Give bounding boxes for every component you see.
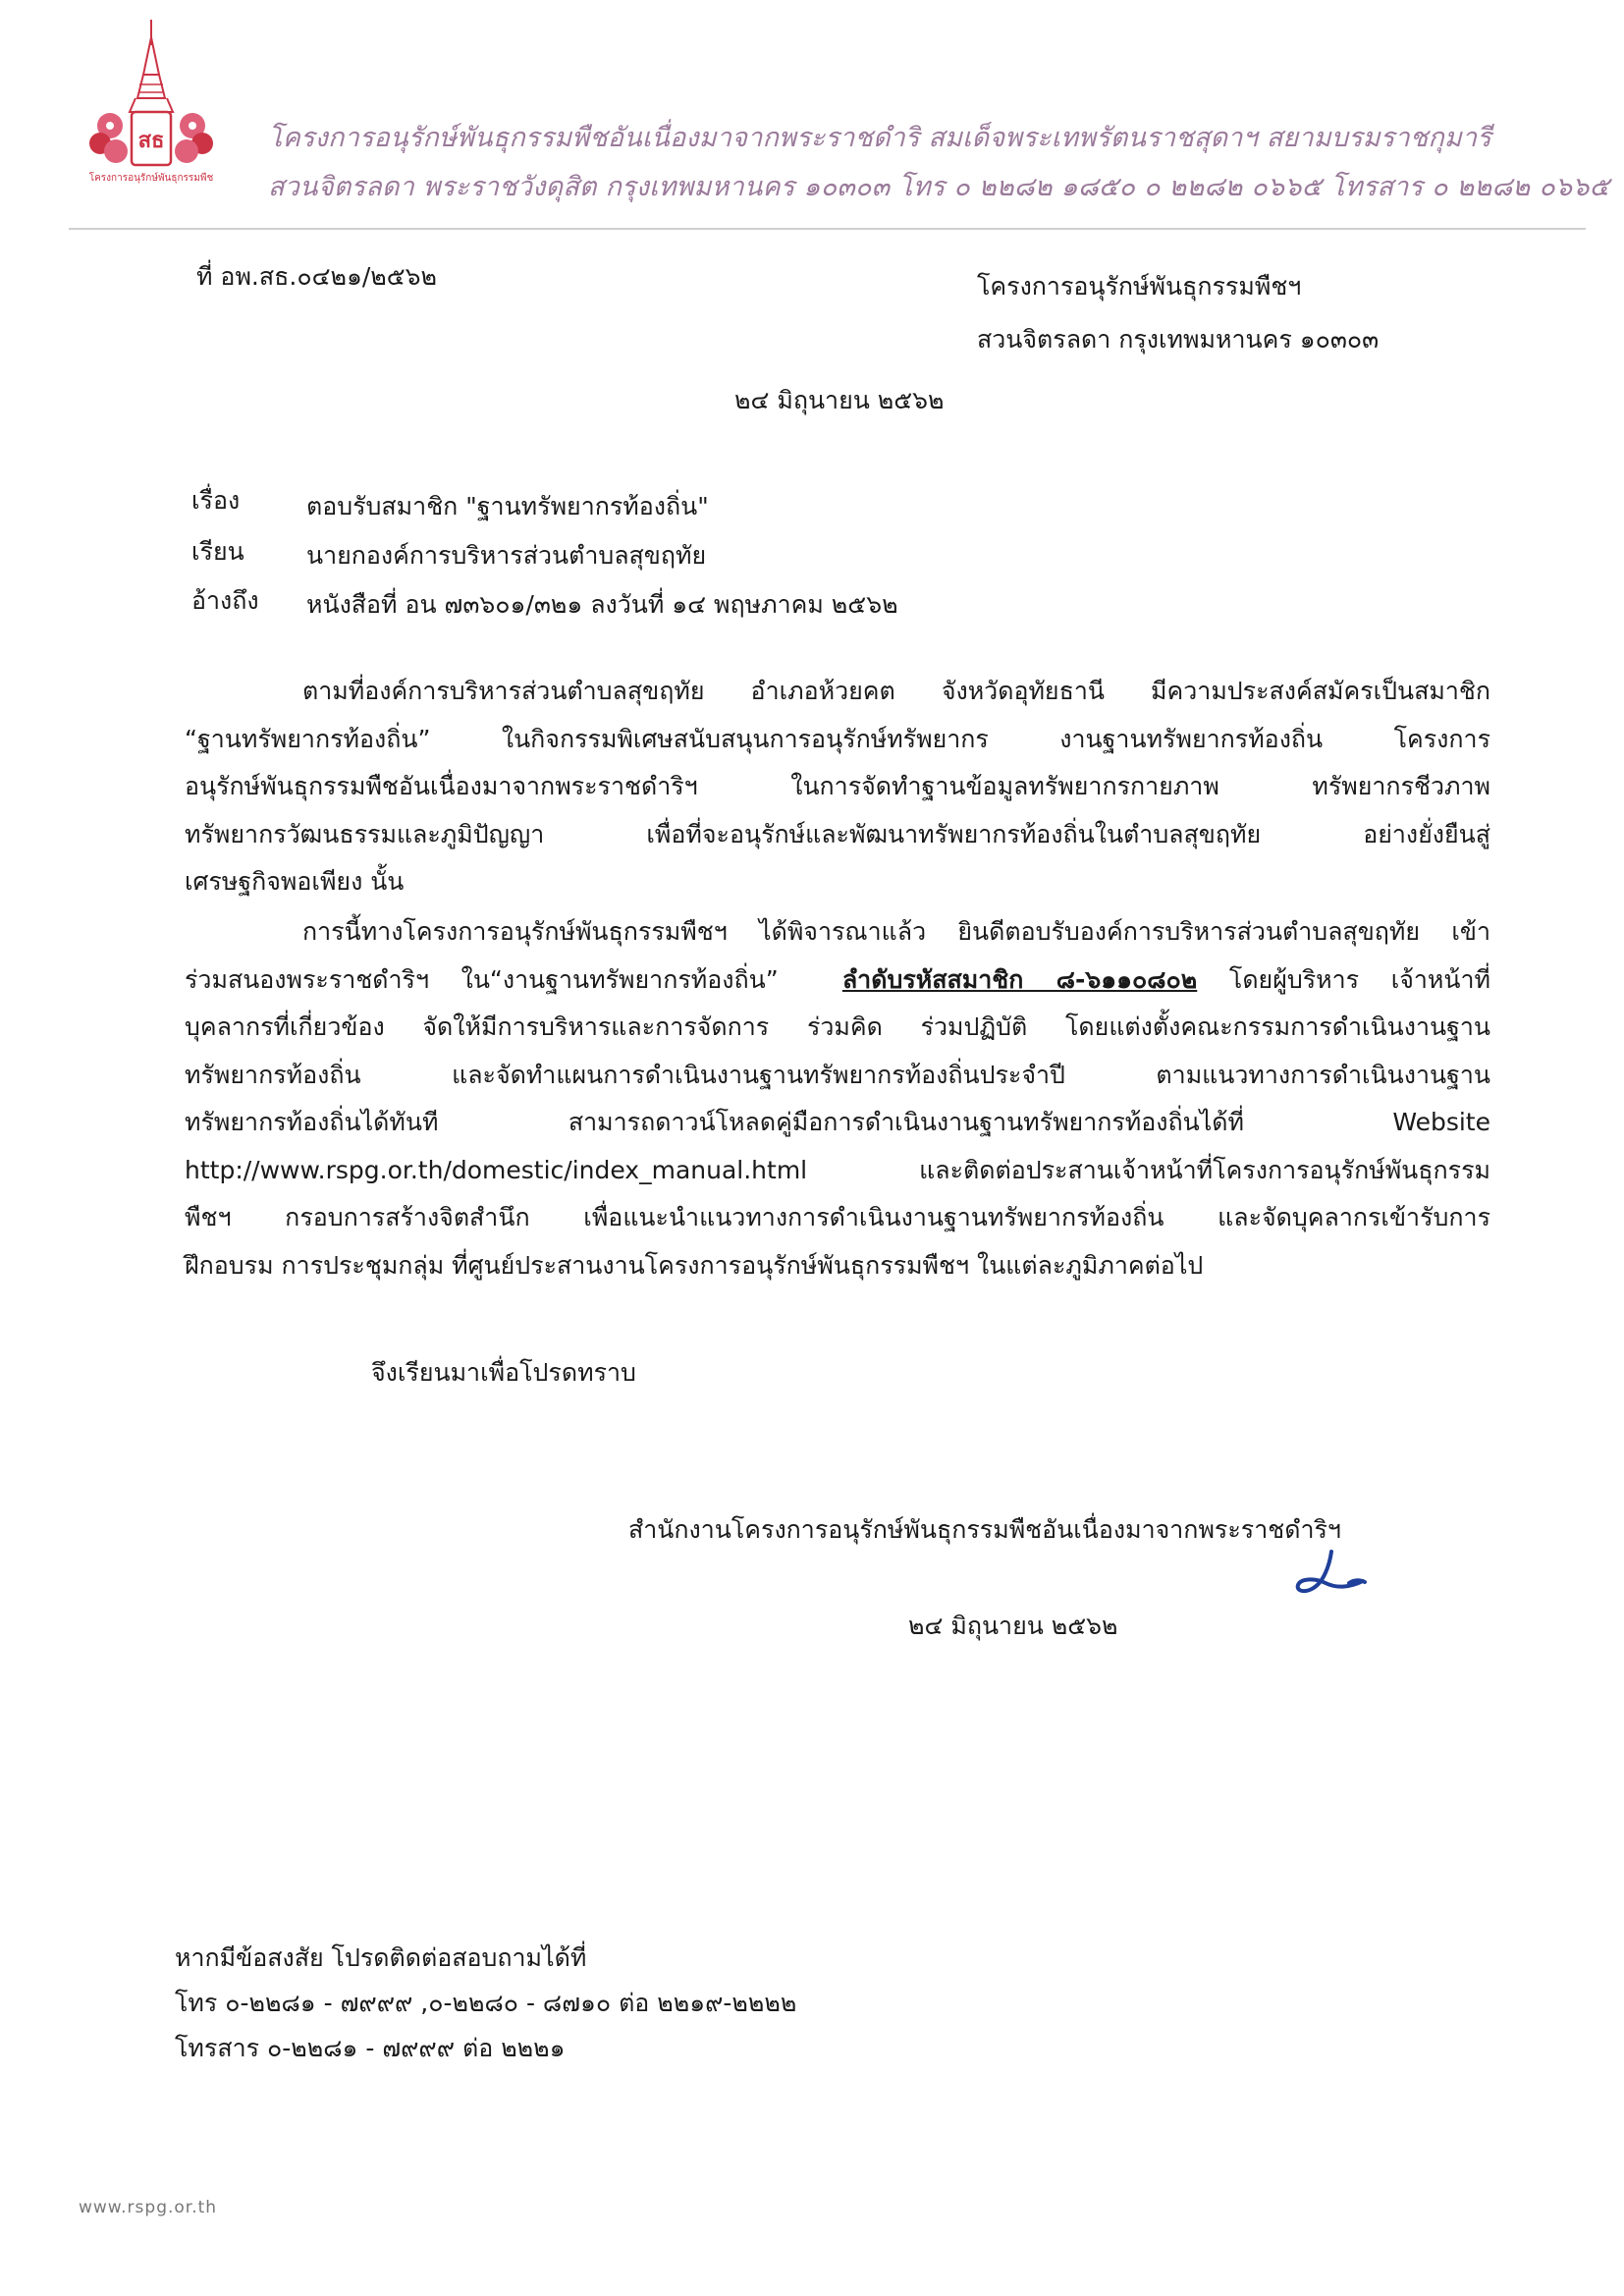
manual-url-line: http://www.rspg.or.th/domestic/index_manual.html และติดต่อประสานเจ้าหน้าที่โครงการอนุรักษ์พันธุกรรม bbox=[185, 1155, 1490, 1184]
signature-office: สำนักงานโครงการอนุรักษ์พันธุกรรมพืชอันเนื่องมาจากพระราชดำริฯ bbox=[628, 1515, 1341, 1544]
body-paragraph-2 bbox=[185, 908, 1490, 1289]
paragraph-2-line: ฝึกอบรม การประชุมกลุ่ม ที่ศูนย์ประสานงานโครงการอนุรักษ์พันธุกรรมพืชฯ ในแต่ละภูมิภาคต่อไป bbox=[185, 1250, 1204, 1280]
contact-intro: หากมีข้อสงสัย โปรดติดต่อสอบถามได้ที่ bbox=[175, 1943, 587, 1972]
svg-text:สธ: สธ bbox=[137, 129, 165, 153]
contact-phone: โทร ๐-๒๒๘๑ - ๗๙๙๙ ,๐-๒๒๘๐ - ๘๗๑๐ ต่อ ๒๒๑๙-๒๒๒๒ bbox=[175, 1989, 797, 2017]
paragraph-2-line: บุคลากรที่เกี่ยวข้อง จัดให้มีการบริหารและการจัดการ ร่วมคิด ร่วมปฏิบัติ โดยแต่งตั้งคณะกรรมการดำเนินงานฐาน bbox=[185, 1012, 1490, 1041]
reference-value: หนังสือที่ อน ๗๓๖๐๑/๓๒๑ ลงวันที่ ๑๔ พฤษภาคม ๒๕๖๒ bbox=[306, 590, 898, 619]
paragraph-1-line: อนุรักษ์พันธุกรรมพืชอันเนื่องมาจากพระราชดำริฯ ในการจัดทำฐานข้อมูลทรัพยากรกายภาพ ทรัพยากรชีวภาพ bbox=[185, 772, 1490, 800]
subject-value: ตอบรับสมาชิก "ฐานทรัพยากรท้องถิ่น" bbox=[306, 492, 709, 520]
paragraph-1-line: เศรษฐกิจพอเพียง นั้น bbox=[185, 867, 405, 896]
sender-address: สวนจิตรลดา กรุงเทพมหานคร ๑๐๓๐๓ bbox=[977, 325, 1380, 354]
reference-label: อ้างถึง bbox=[191, 586, 259, 615]
letter-date: ๒๔ มิถุนายน ๒๕๖๒ bbox=[734, 386, 945, 414]
member-code: ลำดับรหัสสมาชิก ๘-๖๑๑๐๘๐๒ bbox=[841, 964, 1198, 994]
letterhead-line-2: สวนจิตรลดา พระราชวังดุสิต กรุงเทพมหานคร ๑๐๓๐๓ โทร ๐ ๒๒๘๒ ๑๘๕๐ ๐ ๒๒๘๒ ๐๖๖๕ โทรสาร ๐ ๒๒๘๒ ๐๖๖๕ bbox=[268, 172, 1610, 202]
recipient-value: นายกองค์การบริหารส่วนตำบลสุขฤทัย bbox=[306, 541, 707, 570]
paragraph-1-line: ทรัพยากรวัฒนธรรมและภูมิปัญญา เพื่อที่จะอนุรักษ์และพัฒนาทรัพยากรท้องถิ่นในตำบลสุขฤทัย อย่างยั่งยืนสู่ bbox=[185, 819, 1490, 848]
letterhead-divider bbox=[69, 228, 1586, 230]
letterhead-line-1: โครงการอนุรักษ์พันธุกรรมพืชอันเนื่องมาจากพระราชดำริ สมเด็จพระเทพรัตนราชสุดาฯ สยามบรมราชกุมารี bbox=[268, 123, 1491, 153]
website-label: Website bbox=[1392, 1108, 1490, 1136]
immediate-text: ทรัพยากรท้องถิ่นได้ทันที bbox=[185, 1108, 439, 1136]
participants-text: โดยผู้บริหาร เจ้าหน้าที่ bbox=[1228, 964, 1491, 994]
signature-mark bbox=[1286, 1544, 1384, 1603]
subject-label: เรื่อง bbox=[191, 486, 241, 515]
paragraph-2-line bbox=[185, 1099, 1490, 1147]
rspg-emblem-logo bbox=[75, 16, 222, 212]
contact-fax: โทรสาร ๐-๒๒๘๑ - ๗๙๙๙ ต่อ ๒๒๒๑ bbox=[175, 2034, 566, 2062]
recipient-label: เรียน bbox=[191, 537, 244, 566]
logo-caption: โครงการอนุรักษ์พันธุกรรมพืช bbox=[88, 173, 214, 184]
paragraph-2-line bbox=[185, 957, 1490, 1005]
body-paragraph-1 bbox=[185, 668, 1490, 906]
closing-text: จึงเรียนมาเพื่อโปรดทราบ bbox=[371, 1358, 636, 1387]
paragraph-2-line: การนี้ทางโครงการอนุรักษ์พันธุกรรมพืชฯ ได้พิจารณาแล้ว ยินดีตอบรับองค์การบริหารส่วนตำบลสุขฤทัย เข้า bbox=[302, 917, 1490, 946]
participation-text: ร่วมสนองพระราชดำริฯ ใน“งานฐานทรัพยากรท้องถิ่น” bbox=[185, 964, 779, 994]
signature-date: ๒๔ มิถุนายน ๒๕๖๒ bbox=[908, 1612, 1118, 1640]
paragraph-1-line: ตามที่องค์การบริหารส่วนตำบลสุขฤทัย อำเภอห้วยคต จังหวัดอุทัยธานี มีความประสงค์สมัครเป็นสมาชิก bbox=[302, 677, 1490, 705]
footer-url: www.rspg.or.th bbox=[79, 2198, 218, 2217]
paragraph-2-line: ทรัพยากรท้องถิ่น และจัดทำแผนการดำเนินงานฐานทรัพยากรท้องถิ่นประจำปี ตามแนวทางการดำเนินงานฐาน bbox=[185, 1060, 1490, 1089]
download-text: สามารถดาวน์โหลดคู่มือการดำเนินงานฐานทรัพยากรท้องถิ่นได้ที่ bbox=[568, 1108, 1245, 1136]
paragraph-1-line: “ฐานทรัพยากรท้องถิ่น” ในกิจกรรมพิเศษสนับสนุนการอนุรักษ์ทรัพยากร งานฐานทรัพยากรท้องถิ่น โครงการ bbox=[185, 724, 1490, 753]
paragraph-2-line: พืชฯ กรอบการสร้างจิตสำนึก เพื่อแนะนำแนวทางการดำเนินงานฐานทรัพยากรท้องถิ่น และจัดบุคลากรเข้ารับการ bbox=[185, 1203, 1490, 1231]
reference-number: ที่ อพ.สธ.๐๔๒๑/๒๕๖๒ bbox=[196, 262, 438, 291]
sender-name: โครงการอนุรักษ์พันธุกรรมพืชฯ bbox=[977, 272, 1302, 301]
